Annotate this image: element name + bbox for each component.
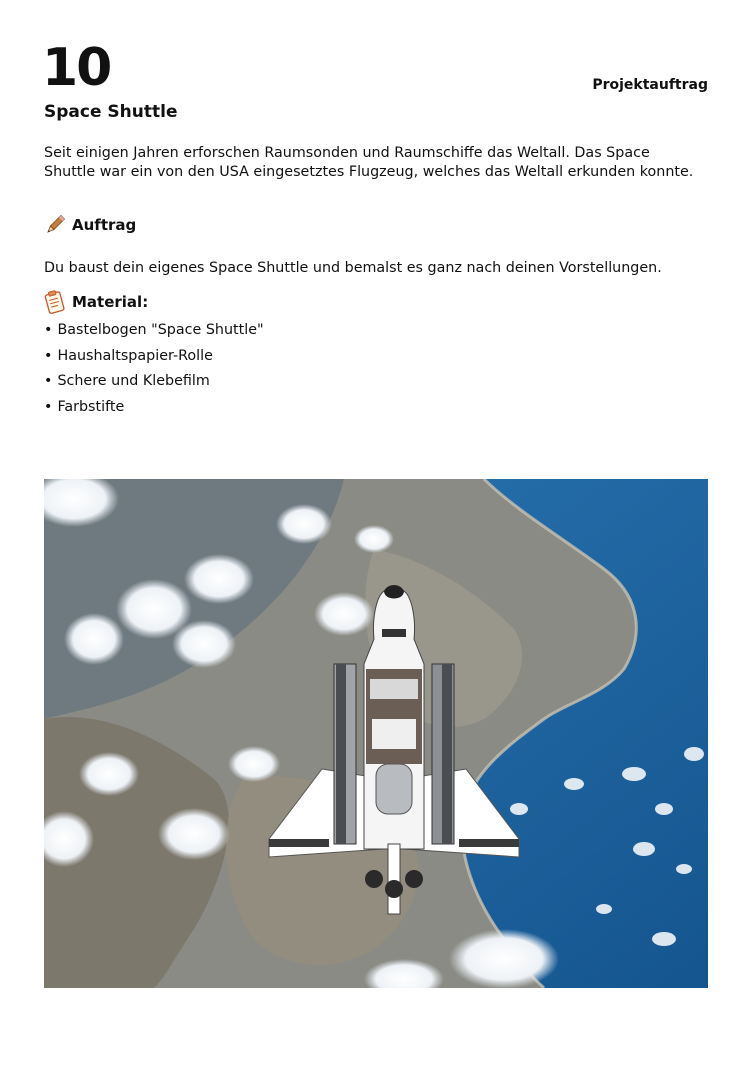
list-item: • Farbstifte bbox=[44, 398, 264, 424]
list-item: • Haushaltspapier-Rolle bbox=[44, 347, 264, 373]
intro-paragraph: Seit einigen Jahren erforschen Raumsonden und Raumschiffe das Weltall. Das Space Shuttle war ein von den USA eingesetztes Flugzeug, welches das Weltall erkunden konnte. bbox=[44, 145, 694, 180]
material-list bbox=[44, 321, 264, 423]
space-shuttle-photo bbox=[44, 479, 708, 988]
material-heading-label: Material: bbox=[72, 293, 149, 311]
list-item: • Schere und Klebefilm bbox=[44, 372, 264, 398]
page-title: Space Shuttle bbox=[44, 102, 178, 122]
document-type-label: Projektauftrag bbox=[592, 77, 708, 93]
clipboard-icon bbox=[44, 290, 66, 314]
page-number: 10 bbox=[42, 38, 111, 98]
task-heading bbox=[44, 214, 136, 236]
task-heading-label: Auftrag bbox=[72, 216, 137, 234]
list-item: • Bastelbogen "Space Shuttle" bbox=[44, 321, 264, 347]
pencil-icon bbox=[44, 214, 66, 236]
material-heading bbox=[44, 290, 148, 314]
task-description: Du baust dein eigenes Space Shuttle und bemalst es ganz nach deinen Vorstellungen. bbox=[44, 260, 662, 276]
